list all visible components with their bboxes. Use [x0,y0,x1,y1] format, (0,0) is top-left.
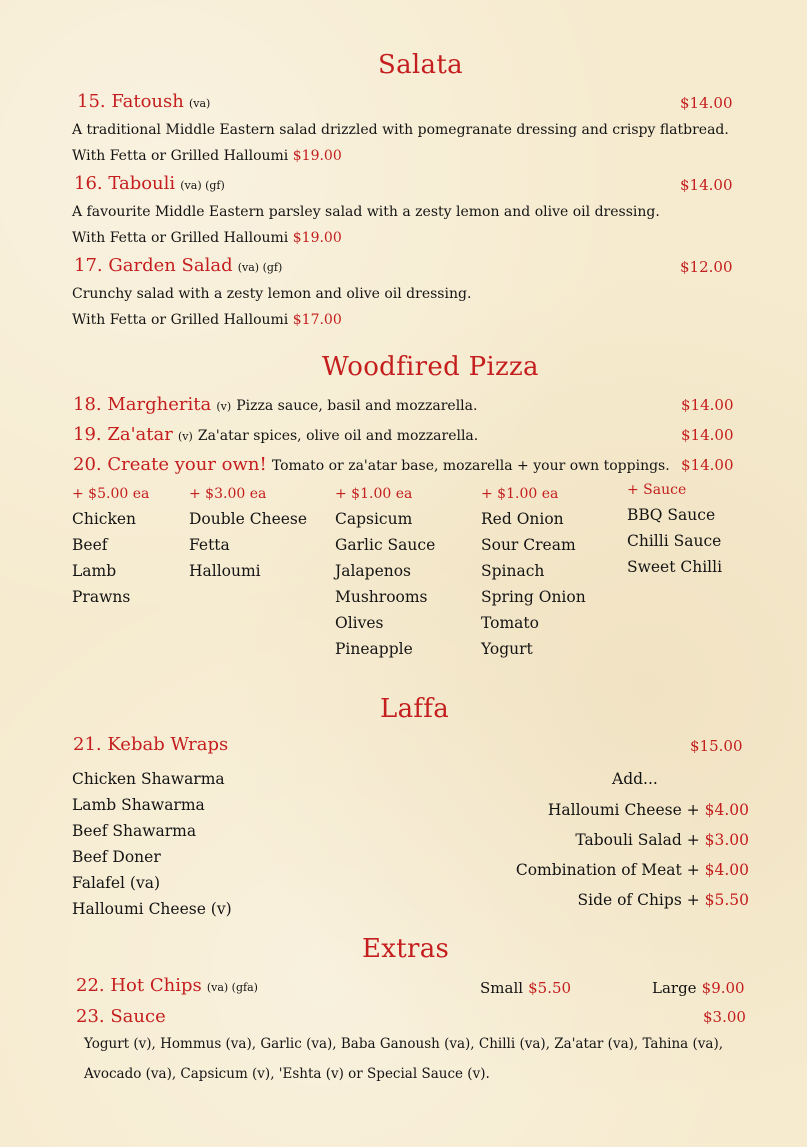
menu-item-fatoush [77,91,210,112]
topping-column-head: + $1.00 ea [335,486,413,502]
add-label: Add... [612,770,658,788]
addon-price: $4.00 [704,861,749,879]
item-price: $14.00 [680,94,733,112]
item-description: Pizza sauce, basil and mozzarella. [236,398,478,414]
topping-item: Halloumi [189,562,261,580]
topping-item: Beef [72,536,108,554]
sauce-title: 23. Sauce [76,1006,166,1027]
option-text: With Fetta or Grilled Halloumi [72,148,289,164]
menu-item-tabouli [74,173,225,194]
topping-item: Spring Onion [481,588,586,606]
item-price: $14.00 [681,426,734,444]
sauce-list-line-2: Avocado (va), Capsicum (v), 'Eshta (v) or Special Sauce (v). [84,1066,490,1082]
item-price: $14.00 [681,396,734,414]
topping-item: Sour Cream [481,536,576,554]
chips-small [480,978,571,997]
menu-item-margherita [73,394,477,415]
addon-list [516,795,749,915]
topping-column-sauce [627,482,722,580]
item-description: Za'atar spices, olive oil and mozzarella. [197,428,479,444]
menu-item-garden-salad [74,255,282,276]
option-price: $19.00 [292,230,342,246]
topping-item: Jalapenos [335,562,412,580]
kebab-wraps-title: 21. Kebab Wraps [73,734,229,755]
option-text: With Fetta or Grilled Halloumi [72,312,289,328]
item-title: 17. Garden Salad [74,255,233,276]
item-option [72,312,342,328]
kebab-wraps-price: $15.00 [690,737,743,755]
topping-item: Yogurt [481,640,533,658]
topping-item: Capsicum [335,510,413,528]
item-title: 22. Hot Chips [76,975,202,996]
topping-item: Double Cheese [189,510,308,528]
topping-item: Pineapple [335,640,413,658]
wrap-item: Chicken Shawarma [72,770,225,788]
item-option [72,230,342,246]
addon-item [516,855,749,885]
item-description: Crunchy salad with a zesty lemon and olive oil dressing. [72,286,472,302]
salata-heading: Salata [378,50,463,80]
item-tags: (va) [188,97,211,110]
laffa-heading: Laffa [380,694,450,724]
sauce-list-line-1: Yogurt (v), Hommus (va), Garlic (va), Baba Ganoush (va), Chilli (va), Za'atar (va), Tahina (va), [84,1036,724,1052]
item-tags: (v) [177,430,193,443]
topping-item: Olives [335,614,384,632]
topping-item: Mushrooms [335,588,428,606]
wrap-list [72,766,232,922]
item-description: Tomato or za'atar base, mozarella + your own toppings. [271,458,670,474]
item-title: 18. Margherita [73,394,212,415]
addon-name: Tabouli Salad + [575,831,700,849]
addon-item [516,795,749,825]
size-label: Small [480,979,524,997]
wrap-item: Beef Shawarma [72,822,197,840]
option-text: With Fetta or Grilled Halloumi [72,230,289,246]
item-title: 15. Fatoush [77,91,184,112]
item-price: $12.00 [680,258,733,276]
addon-price: $5.50 [704,891,749,909]
addon-price: $3.00 [704,831,749,849]
topping-column-5 [72,486,149,610]
topping-column-head: + Sauce [627,482,687,498]
topping-item: BBQ Sauce [627,506,716,524]
option-price: $17.00 [292,312,342,328]
topping-column-head: + $1.00 ea [481,486,559,502]
sauce-price: $3.00 [703,1008,746,1026]
topping-item: Chicken [72,510,137,528]
wrap-item: Beef Doner [72,848,161,866]
addon-item [516,825,749,855]
item-tags: (v) [216,400,232,413]
item-description: A traditional Middle Eastern salad drizzled with pomegranate dressing and crispy flatbread. [72,122,729,138]
topping-item: Lamb [72,562,117,580]
topping-item: Tomato [481,614,539,632]
menu-item-zaatar [73,424,478,445]
item-tags: (va) (gf) [237,261,283,274]
topping-item: Spinach [481,562,545,580]
topping-column-head: + $3.00 ea [189,486,267,502]
topping-item: Fetta [189,536,230,554]
topping-item: Garlic Sauce [335,536,436,554]
item-price: $14.00 [680,176,733,194]
addon-item [516,885,749,915]
addon-name: Combination of Meat + [515,861,700,879]
menu-item-hot-chips [76,975,258,996]
item-tags: (va) (gfa) [206,981,258,994]
size-price: $5.50 [528,979,572,997]
topping-item: Red Onion [481,510,564,528]
topping-column-head: + $5.00 ea [72,486,150,502]
wrap-item: Falafel (va) [72,874,161,892]
item-title: 19. Za'atar [73,424,173,445]
item-title: 16. Tabouli [74,173,176,194]
size-label: Large [652,979,697,997]
addon-price: $4.00 [704,801,749,819]
topping-item: Sweet Chilli [627,558,723,576]
topping-item: Chilli Sauce [627,532,722,550]
topping-item: Prawns [72,588,131,606]
item-title: 20. Create your own! [73,454,267,475]
chips-large [652,978,745,997]
item-description: A favourite Middle Eastern parsley salad with a zesty lemon and olive oil dressing. [72,204,660,220]
topping-column-3 [189,486,307,584]
extras-heading: Extras [362,934,450,964]
pizza-heading: Woodfired Pizza [322,352,539,382]
size-price: $9.00 [701,979,745,997]
item-option [72,148,342,164]
wrap-item: Lamb Shawarma [72,796,205,814]
item-tags: (va) (gf) [180,179,225,192]
item-price: $14.00 [681,456,734,474]
option-price: $19.00 [292,148,342,164]
wrap-item: Halloumi Cheese (v) [72,900,232,918]
addon-name: Side of Chips + [577,891,700,909]
topping-column-1b [481,486,586,662]
menu-item-create-your-own [73,454,670,475]
addon-name: Halloumi Cheese + [547,801,700,819]
topping-column-1a [335,486,435,662]
